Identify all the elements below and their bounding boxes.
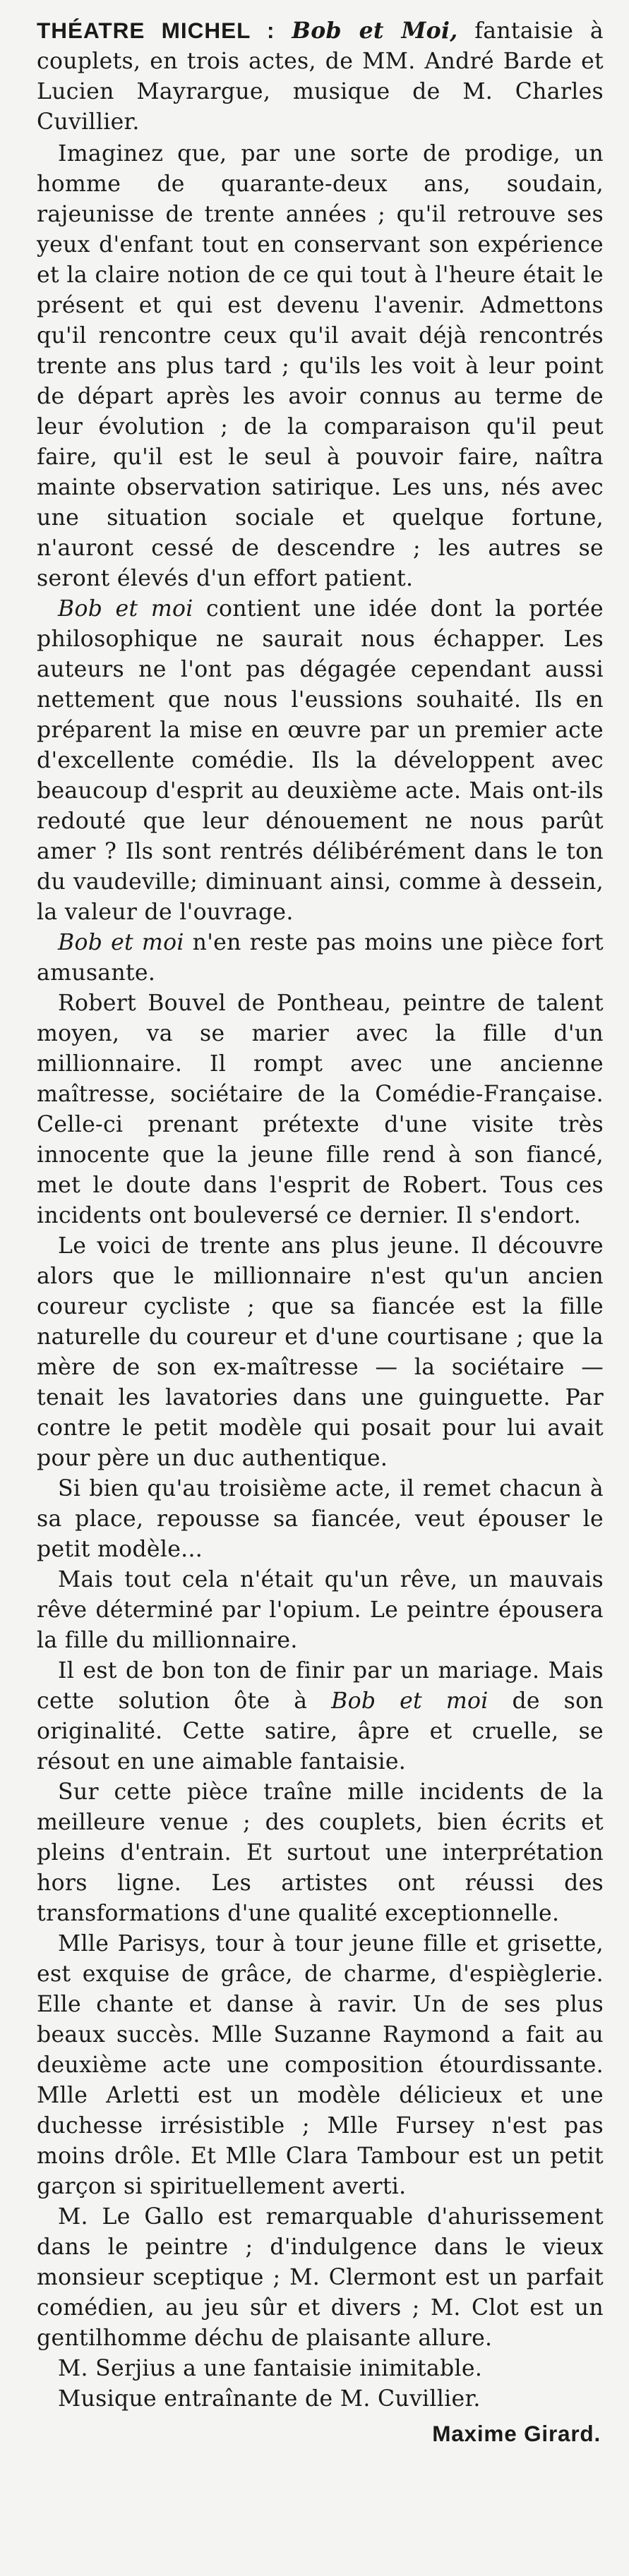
play-title-italic: Bob et moi bbox=[331, 1688, 489, 1714]
paragraph-philosophy bbox=[37, 594, 604, 928]
paragraph-text: Le voici de trente ans plus jeune. Il découvre alors que le millionnaire n'est qu'un ancien coureur cycliste ; que sa fiancée est la fille naturelle du coureur et d'une courtisane ; que la mère de son ex-maîtresse — la sociétaire — tenait les lavatories dans une guinguette. Par contre le petit modèle qui posait pour lui avait pour père un duc authentique. bbox=[37, 1233, 604, 1471]
paragraph-marriage bbox=[37, 1656, 604, 1777]
paragraph-text: Robert Bouvel de Pontheau, peintre de talent moyen, va se marier avec la fille d'un millionnaire. Il rompt avec une ancienne maîtresse, sociétaire de la Comédie-Française. Celle-ci prenant prétexte d'une visite très innocente que la jeune fille rend à son fiancé, met le doute dans l'esprit de Robert. Tous ces incidents ont bouleversé ce dernier. Il s'endort. bbox=[37, 991, 604, 1228]
paragraph-plot-robert bbox=[37, 988, 604, 1231]
paragraph-serjius bbox=[37, 2354, 604, 2384]
author-signature: Maxime Girard. bbox=[432, 2421, 601, 2446]
paragraph-dream bbox=[37, 1565, 604, 1656]
paragraph-text: Imaginez que, par une sorte de prodige, un homme de quarante-deux ans, soudain, rajeunisse de trente années ; qu'il retrouve ses yeux d'enfant tout en conservant son expérience et la claire notion de ce qui tout à l'heure était le présent et qui est devenu l'avenir. Admettons qu'il rencontre ceux qu'il avait déjà rencontrés trente ans plus tard ; qu'ils les voit à leur point de départ après les avoir connus au terme de leur évolution ; de la comparaison qu'il peut faire, qu'il est le seul à pouvoir faire, naîtra mainte observation satirique. Les uns, nés avec une situation sociale et quelque fortune, n'auront cessé de descendre ; les autres se seront élevés d'un effort patient. bbox=[37, 141, 604, 591]
paragraph-text: Mais tout cela n'était qu'un rêve, un mauvais rêve déterminé par l'opium. Le peintre épousera la fille du millionnaire. bbox=[37, 1567, 604, 1653]
paragraph-text: n'en reste pas moins une pièce fort amusante. bbox=[37, 930, 604, 986]
paragraph-text: contient une idée dont la portée philosophique ne saurait nous échapper. Les auteurs ne l'ont pas dégagée cependant aussi nettement que nous l'eussions souhaité. Ils en préparent la mise en œuvre par un premier acte d'excellente comédie. Ils la développent avec beaucoup d'esprit au deuxième acte. Mais ont-ils redouté que leur dénouement ne nous parût amer ? Ils sont rentrés délibérément dans le ton du vaudeville; diminuant ainsi, comme à dessein, la valeur de l'ouvrage. bbox=[37, 596, 604, 925]
paragraph-premise bbox=[37, 139, 604, 594]
play-title: Bob et Moi, bbox=[292, 18, 458, 44]
paragraph-text: Si bien qu'au troisième acte, il remet chacun à sa place, repousse sa fiancée, veut épouser le petit modèle... bbox=[37, 1476, 604, 1562]
paragraph-text: Il est de bon ton de finir par un mariage. Mais cette solution ôte à bbox=[37, 1658, 604, 1714]
play-title-italic: Bob et moi bbox=[58, 596, 193, 622]
paragraph-text: Mlle Parisys, tour à tour jeune fille et grisette, est exquise de grâce, de charme, d'espièglerie. Elle chante et danse à ravir. Un de ses plus beaux succès. Mlle Suzanne Raymond a fait au deuxième acte une composition étourdissante. Mlle Arletti est un modèle délicieux et une duchesse irrésistible ; Mlle Fursey n'est pas moins drôle. Et Mlle Clara Tambour est un petit garçon si spirituellement averti. bbox=[37, 1931, 604, 2199]
paragraph-plot-younger bbox=[37, 1231, 604, 1474]
paragraph-text: M. Serjius a une fantaisie inimitable. bbox=[58, 2356, 483, 2381]
paragraph-incidents bbox=[37, 1777, 604, 1929]
paragraph-actors bbox=[37, 2202, 604, 2354]
paragraph-music bbox=[37, 2384, 604, 2414]
paragraph-amusing bbox=[37, 928, 604, 988]
play-details: fantaisie à couplets, en trois actes, de MM. André Barde et Lucien Mayrargue, musique de M. Charles Cuvillier. bbox=[37, 18, 604, 135]
paragraph-text: M. Le Gallo est remarquable d'ahurissement dans le peintre ; d'indulgence dans le vieux monsieur sceptique ; M. Clermont est un parfait comédien, au jeu sûr et divers ; M. Clot est un gentilhomme déchu de plaisante allure. bbox=[37, 2204, 604, 2351]
play-title-italic: Bob et moi bbox=[58, 930, 184, 955]
paragraph-text: Sur cette pièce traîne mille incidents de la meilleure venue ; des couplets, bien écrits et pleins d'entrain. Et surtout une interprétation hors ligne. Les artistes ont réussi des transformations d'une qualité exceptionnelle. bbox=[37, 1779, 604, 1926]
paragraph-actresses bbox=[37, 1929, 604, 2202]
article-headline bbox=[37, 16, 604, 138]
paragraph-text: Musique entraînante de M. Cuvillier. bbox=[58, 2386, 481, 2412]
theatre-name: THÉATRE MICHEL : bbox=[37, 18, 275, 43]
paragraph-third-act bbox=[37, 1474, 604, 1565]
paragraph-text: de son originalité. Cette satire, âpre et cruelle, se résout en une aimable fantaisie. bbox=[37, 1688, 604, 1774]
